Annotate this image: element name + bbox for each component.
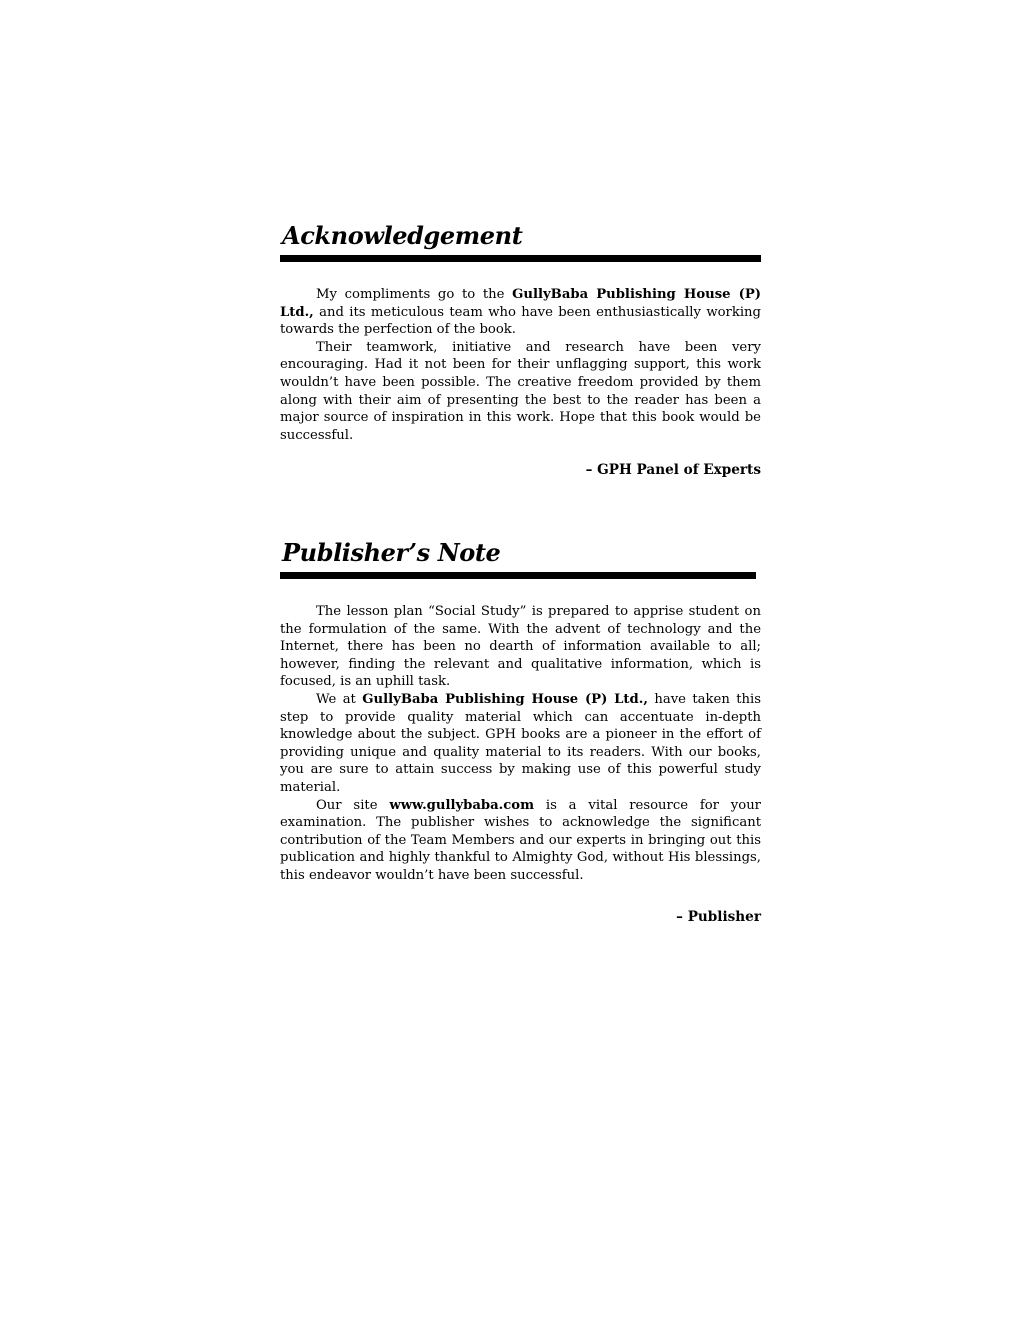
text-span: We at (316, 691, 363, 707)
publishers-note-paragraph-1: The lesson plan “Social Study” is prepared to apprise student on the formulation of the same. With the advent of technology and the Internet, there has been no dearth of information available to all; however, finding the relevant and qualitative information, which is focused, is an uphill task. (280, 604, 761, 690)
acknowledgement-signature: – GPH Panel of Experts (585, 462, 761, 479)
publishers-note-paragraph-2 (280, 691, 761, 797)
text-span: and its meticulous team who have been enthusiastically working towards the perfection of the book. (280, 304, 761, 338)
publishers-note-rule (280, 572, 756, 579)
publisher-name: GullyBaba Publishing House (P) Ltd., (362, 691, 648, 707)
text-span: Our site (316, 797, 390, 813)
publishers-note-signature: – Publisher (676, 908, 761, 925)
text-span: My compliments go to the (316, 287, 513, 302)
acknowledgement-section (280, 221, 761, 478)
publishers-note-section (280, 538, 761, 925)
text-span: is a vital resource for your examination. The publisher wishes to acknowledge the significant contribution of the Team Members and our experts in bringing out this publication and highly thankful to Almighty God, without His blessings, this endeavor wouldn’t have been successful. (280, 797, 761, 883)
text-span: have taken this step to provide quality material which can accentuate in-depth knowledge about the subject. GPH books are a pioneer in the effort of providing unique and quality material to its readers. With our books, you are sure to attain success by making use of this powerful study material. (280, 691, 761, 795)
acknowledgement-paragraph-2: Their teamwork, initiative and research have been very encouraging. Had it not been for their unflagging support, this work wouldn’t have been possible. The creative freedom provided by them along with their aim of presenting the best to the reader has been a major source of inspiration in this work. Hope that this book would be successful. (280, 339, 761, 443)
publishers-note-paragraph-3 (280, 797, 761, 885)
website-link: www.gullybaba.com (389, 797, 535, 813)
acknowledgement-paragraph-1 (280, 286, 761, 339)
publisher-name: GullyBaba Publishing House (P) Ltd., (280, 287, 761, 320)
acknowledgement-title: Acknowledgement (282, 221, 523, 250)
acknowledgement-rule (280, 255, 761, 262)
publishers-note-title: Publisher’s Note (282, 538, 501, 567)
